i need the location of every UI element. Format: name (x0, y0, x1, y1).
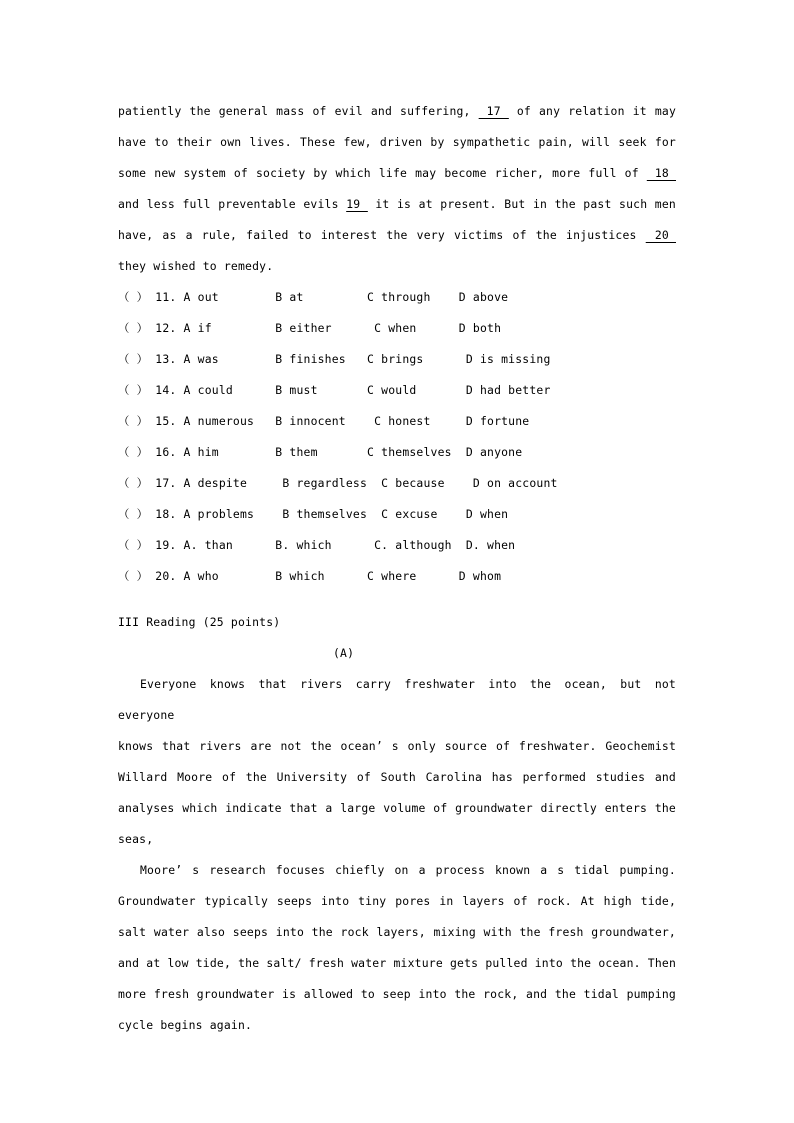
mc-question-16[interactable]: （ ） 16. A him B them C themselves D anyone (118, 445, 523, 459)
cloze-text: they wished to remedy. (118, 259, 274, 273)
mc-question-13[interactable]: （ ） 13. A was B finishes C brings D is missing (118, 352, 551, 366)
answer-blank-17[interactable]: 17 (478, 104, 509, 118)
passage-label-a: (A) (333, 646, 355, 660)
cloze-line (118, 220, 676, 251)
cloze-text: have to their own lives. These few, driven by sympathetic pain, will seek for (118, 135, 676, 149)
cloze-text: some new system of society by which life may become richer, more full of (118, 166, 647, 180)
answer-blank-19[interactable]: 19 (346, 197, 368, 211)
cloze-line (118, 251, 676, 282)
mc-question-18[interactable]: （ ） 18. A problems B themselves C excuse D when (118, 507, 509, 521)
reading-line: seas, (118, 832, 154, 846)
page-content (118, 96, 676, 1041)
mc-question-14[interactable]: （ ） 14. A could B must C would D had better (118, 383, 551, 397)
reading-line: more fresh groundwater is allowed to seep into the rock, and the tidal pumping (118, 987, 676, 1001)
multiple-choice-list (118, 282, 676, 592)
mc-question-17[interactable]: （ ） 17. A despite B regardless C because D on account (118, 476, 558, 490)
answer-blank-18[interactable]: 18 (646, 166, 676, 180)
reading-line: Moore’ s research focuses chiefly on a process known a s tidal pumping. (140, 863, 676, 877)
mc-question-15[interactable]: （ ） 15. A numerous B innocent C honest D fortune (118, 414, 530, 428)
reading-line: and at low tide, the salt/ fresh water mixture gets pulled into the ocean. Then (118, 956, 676, 970)
reading-line: Everyone knows that rivers carry freshwater into the ocean, but not everyone (118, 677, 676, 722)
cloze-line (118, 189, 676, 220)
mc-question-20[interactable]: （ ） 20. A who B which C where D whom (118, 569, 502, 583)
cloze-text: and less full preventable evils (118, 197, 347, 211)
cloze-line (118, 96, 676, 127)
reading-paragraph-2 (118, 855, 676, 1041)
cloze-text: patiently the general mass of evil and suffering, (118, 104, 479, 118)
reading-line: salt water also seeps into the rock layers, mixing with the fresh groundwater, (118, 925, 676, 939)
reading-line: Groundwater typically seeps into tiny pores in layers of rock. At high tide, (118, 894, 676, 908)
reading-paragraph-1 (118, 669, 676, 855)
cloze-text: have, as a rule, failed to interest the very victims of the injustices (118, 228, 646, 242)
mc-question-11[interactable]: （ ） 11. A out B at C through D above (118, 290, 509, 304)
cloze-text: it is at present. But in the past such men (367, 197, 676, 211)
cloze-line (118, 158, 676, 189)
reading-line: cycle begins again. (118, 1018, 253, 1032)
reading-line: Willard Moore of the University of South Carolina has performed studies and (118, 770, 676, 784)
cloze-line (118, 127, 676, 158)
mc-question-19[interactable]: （ ） 19. A. than B. which C. although D. when (118, 538, 516, 552)
mc-question-12[interactable]: （ ） 12. A if B either C when D both (118, 321, 502, 335)
cloze-text: of any relation it may (508, 104, 677, 118)
cloze-passage-text (118, 96, 676, 282)
reading-section-heading: III Reading (25 points) (118, 615, 281, 629)
reading-line: analyses which indicate that a large volume of groundwater directly enters the (118, 801, 676, 815)
reading-line: knows that rivers are not the ocean’ s only source of freshwater. Geochemist (118, 739, 676, 753)
answer-blank-20[interactable]: 20 (645, 228, 676, 242)
